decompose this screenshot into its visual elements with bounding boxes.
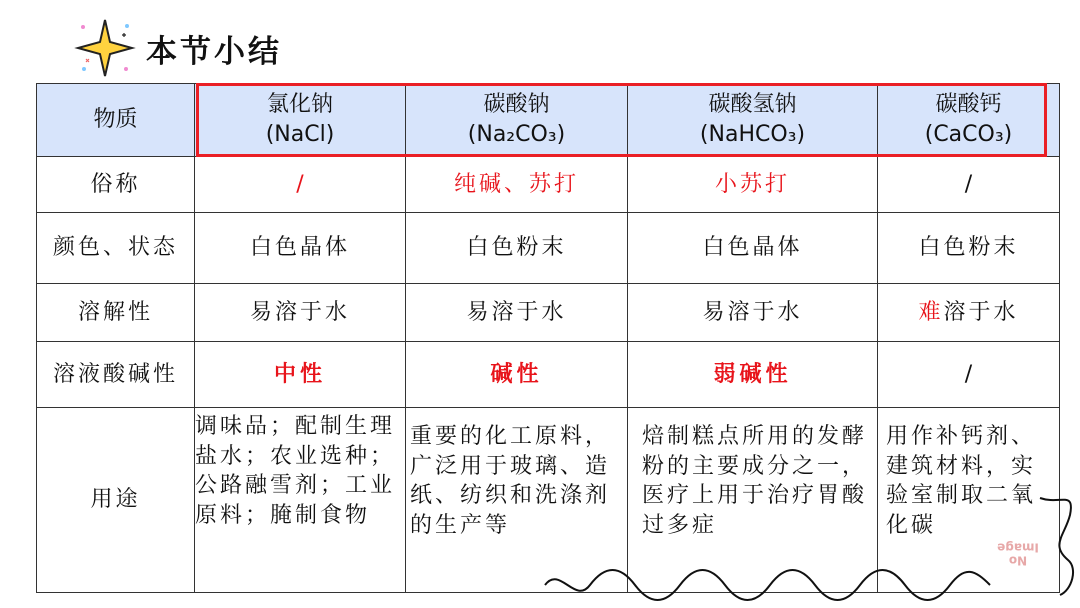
ph-row xyxy=(37,342,1060,408)
alias-row xyxy=(37,157,1060,213)
color-state-cell: 白色晶体 xyxy=(628,213,878,284)
solubility-suffix: 溶于水 xyxy=(943,299,1019,325)
substance-na2co3 xyxy=(406,84,628,157)
alias-cell: 纯碱、苏打 xyxy=(406,157,628,213)
substance-formula: (NaHCO₃) xyxy=(699,122,806,147)
no-image-watermark: No Image xyxy=(997,540,1039,568)
summary-table xyxy=(36,83,1060,593)
substance-formula: (Na₂CO₃) xyxy=(467,122,566,147)
substance-name: 碳酸氢钠 xyxy=(708,92,797,118)
header-label: 物质 xyxy=(37,84,195,157)
ph-cell: / xyxy=(878,342,1060,408)
title-area xyxy=(74,18,282,78)
alias-cell: 小苏打 xyxy=(628,157,878,213)
row-label: 溶液酸碱性 xyxy=(37,342,195,408)
solubility-cell: 易溶于水 xyxy=(406,284,628,342)
solubility-cell: 易溶于水 xyxy=(195,284,406,342)
ph-cell: 弱碱性 xyxy=(628,342,878,408)
row-label: 用途 xyxy=(37,408,195,593)
header-row xyxy=(37,84,1060,157)
color-state-row xyxy=(37,213,1060,284)
row-label: 俗称 xyxy=(37,157,195,213)
solubility-row xyxy=(37,284,1060,342)
color-state-cell: 白色晶体 xyxy=(195,213,406,284)
substance-nahco3 xyxy=(628,84,878,157)
substance-name: 碳酸钠 xyxy=(483,92,550,118)
substance-name: 碳酸钙 xyxy=(935,92,1002,118)
use-cell: 焙制糕点所用的发酵粉的主要成分之一，医疗上用于治疗胃酸过多症 xyxy=(628,408,878,593)
substance-name: 氯化钠 xyxy=(266,92,333,118)
use-cell: 用作补钙剂、建筑材料，实验室制取二氧化碳 xyxy=(878,408,1060,593)
page-title: 本节小结 xyxy=(146,33,282,70)
ph-cell: 碱性 xyxy=(406,342,628,408)
solubility-cell xyxy=(878,284,1060,342)
substance-caco3 xyxy=(878,84,1060,157)
use-cell: 调味品；配制生理盐水；农业选种；公路融雪剂；工业原料；腌制食物 xyxy=(195,408,406,593)
solubility-prefix: 难 xyxy=(918,299,944,325)
substance-formula: (CaCO₃) xyxy=(924,122,1013,147)
substance-formula: (NaCl) xyxy=(265,122,335,147)
solubility-cell: 易溶于水 xyxy=(628,284,878,342)
sparkle-star-icon xyxy=(74,17,136,79)
use-cell: 重要的化工原料，广泛用于玻璃、造纸、纺织和洗涤剂的生产等 xyxy=(406,408,628,593)
ph-cell: 中性 xyxy=(195,342,406,408)
substance-nacl xyxy=(195,84,406,157)
uses-row xyxy=(37,408,1060,593)
alias-cell: / xyxy=(878,157,1060,213)
row-label: 颜色、状态 xyxy=(37,213,195,284)
row-label: 溶解性 xyxy=(37,284,195,342)
color-state-cell: 白色粉末 xyxy=(406,213,628,284)
alias-cell: / xyxy=(195,157,406,213)
color-state-cell: 白色粉末 xyxy=(878,213,1060,284)
